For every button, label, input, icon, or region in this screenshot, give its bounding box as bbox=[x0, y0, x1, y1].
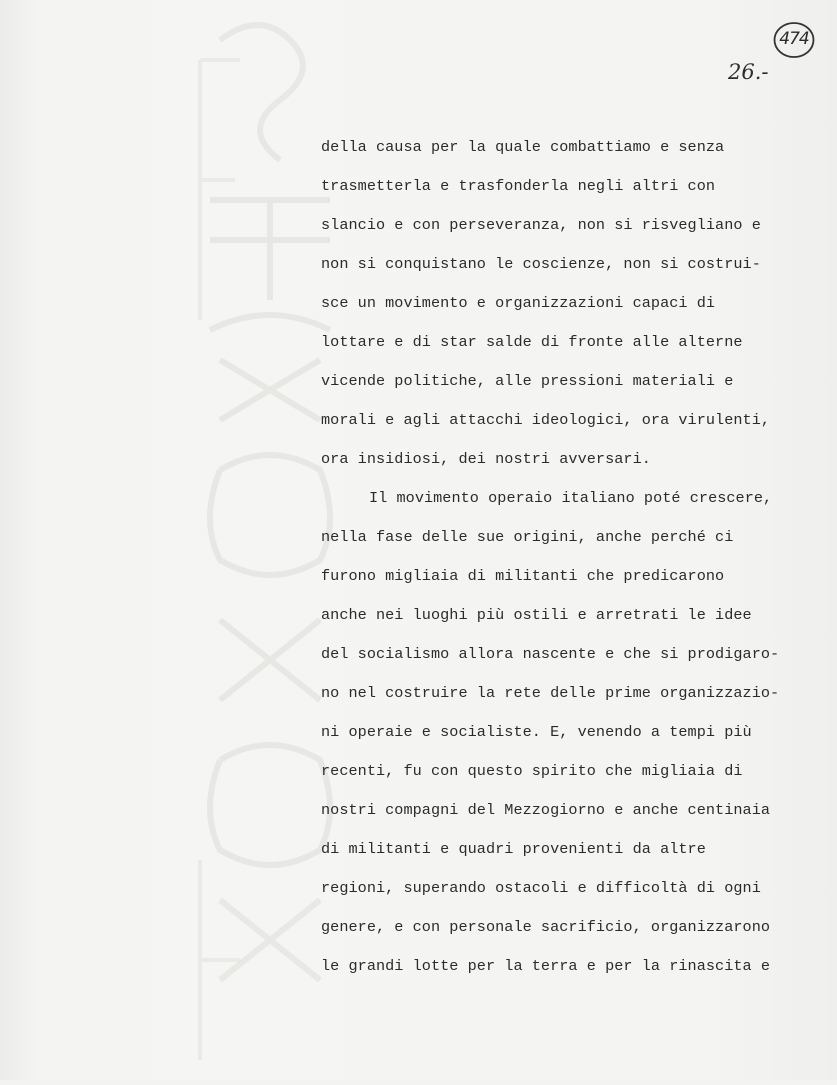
text-line: vicende politiche, alle pressioni materiali e bbox=[321, 372, 734, 390]
text-line: regioni, superando ostacoli e difficoltà di ogni bbox=[321, 879, 761, 897]
text-line: morali e agli attacchi ideologici, ora virulenti, bbox=[321, 411, 771, 429]
text-line: ora insidiosi, dei nostri avversari. bbox=[321, 450, 651, 468]
text-line: di militanti e quadri provenienti da altre bbox=[321, 840, 706, 858]
text-line: sce un movimento e organizzazioni capaci di bbox=[321, 294, 716, 312]
handwritten-circled-number bbox=[772, 20, 816, 60]
text-line: anche nei luoghi più ostili e arretrati le idee bbox=[321, 606, 752, 624]
text-line: recenti, fu con questo spirito che migliaia di bbox=[321, 762, 743, 780]
text-line: lottare e di star salde di fronte alle alterne bbox=[321, 333, 743, 351]
text-line: trasmetterla e trasfonderla negli altri con bbox=[321, 177, 716, 195]
text-line: le grandi lotte per la terra e per la rinascita e bbox=[321, 957, 771, 975]
paragraph bbox=[321, 133, 821, 484]
text-line: del socialismo allora nascente e che si prodigaro- bbox=[321, 645, 780, 663]
text-line: della causa per la quale combattiamo e senza bbox=[321, 138, 725, 156]
text-line: ni operaie e socialiste. E, venendo a tempi più bbox=[321, 723, 752, 741]
text-line: slancio e con perseveranza, non si risvegliano e bbox=[321, 216, 761, 234]
text-line: no nel costruire la rete delle prime organizzazio- bbox=[321, 684, 780, 702]
stamp-number: 474 bbox=[779, 29, 809, 49]
document-body bbox=[321, 133, 821, 991]
text-line: genere, e con personale sacrificio, organizzarono bbox=[321, 918, 771, 936]
page-number: 26.- bbox=[728, 60, 769, 84]
text-line: non si conquistano le coscienze, non si costrui- bbox=[321, 255, 761, 273]
text-line: Il movimento operaio italiano poté crescere, bbox=[369, 489, 773, 507]
text-line: nostri compagni del Mezzogiorno e anche centinaia bbox=[321, 801, 771, 819]
text-line: nella fase delle sue origini, anche perché ci bbox=[321, 528, 734, 546]
text-line: furono migliaia di militanti che predicarono bbox=[321, 567, 725, 585]
paragraph bbox=[321, 484, 821, 991]
